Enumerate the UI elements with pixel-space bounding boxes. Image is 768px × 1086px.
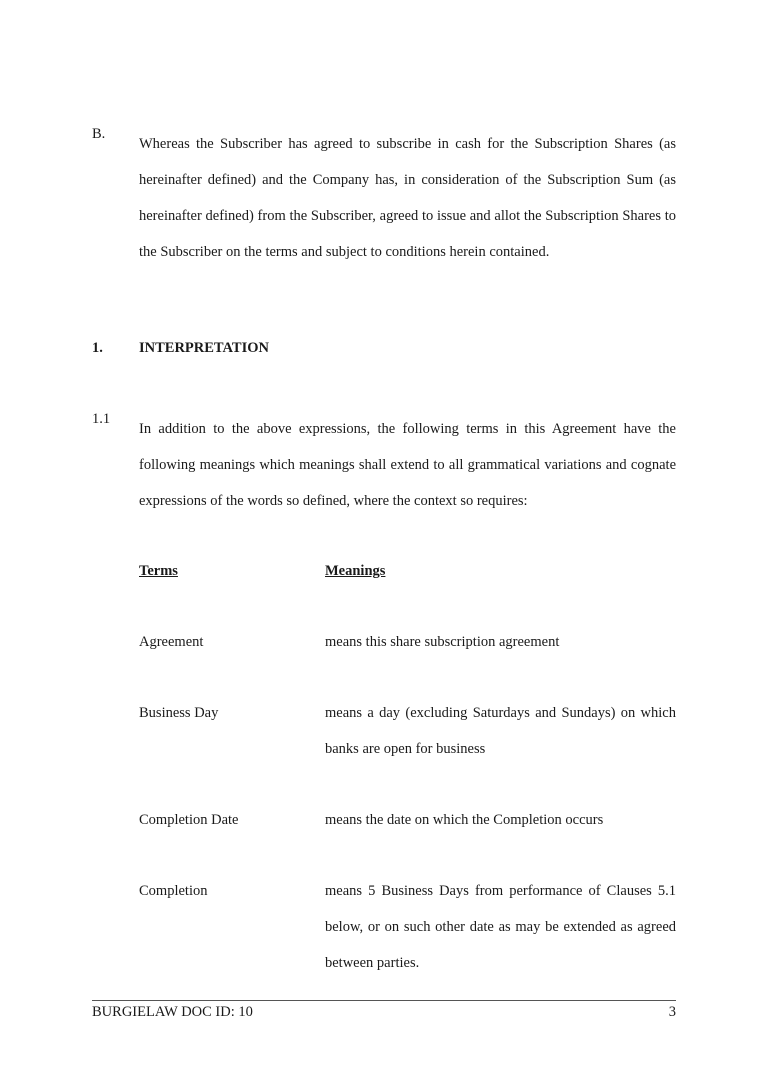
definition-term: Agreement xyxy=(139,634,204,650)
section-title: INTERPRETATION xyxy=(139,340,269,356)
definition-term: Business Day xyxy=(139,705,219,721)
footer-divider xyxy=(92,1000,676,1001)
meanings-column-heading: Meanings xyxy=(325,563,386,579)
clause-text: In addition to the above expressions, the following terms in this Agreement have the following meanings which meanings shall extend to all grammatical variations and cognate expressions of the words so defined, where the context so requires: xyxy=(139,421,676,509)
definition-meaning: means 5 Business Days from performance of Clauses 5.1 below, or on such other date as may be extended as agreed between parties. xyxy=(325,883,676,971)
definition-meaning: means the date on which the Completion occurs xyxy=(325,812,604,828)
definition-meaning: means this share subscription agreement xyxy=(325,634,560,650)
footer-page-number: 3 xyxy=(668,1004,676,1020)
terms-column-heading: Terms xyxy=(139,563,178,579)
definition-term: Completion xyxy=(139,883,208,899)
clause-number: 1.1 xyxy=(92,411,111,427)
recital-label: B. xyxy=(92,126,106,142)
definition-term: Completion Date xyxy=(139,812,239,828)
definition-meaning: means a day (excluding Saturdays and Sundays) on which banks are open for business xyxy=(325,705,676,757)
section-number: 1. xyxy=(92,340,103,356)
recital-text: Whereas the Subscriber has agreed to subscribe in cash for the Subscription Shares (as hereinafter defined) and the Company has, in consideration of the Subscription Sum (as hereinafter defined) from the Subscriber, agreed to issue and allot the Subscription Shares to the Subscriber on the terms and subject to conditions herein contained. xyxy=(139,136,676,260)
footer-doc-id: BURGIELAW DOC ID: 10 xyxy=(92,1004,253,1020)
